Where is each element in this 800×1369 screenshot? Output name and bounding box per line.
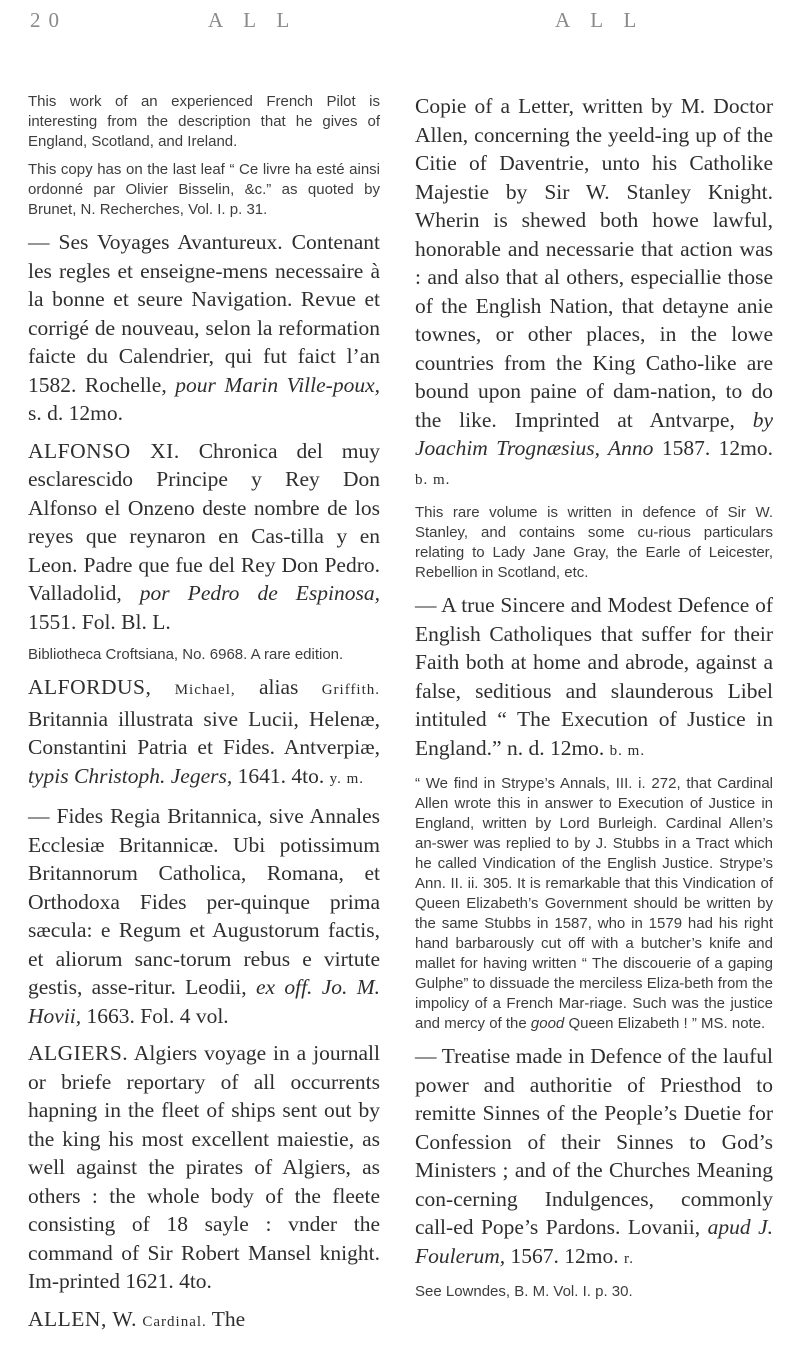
- entry-forename: Michael,: [174, 682, 236, 698]
- entry-text: The: [211, 1306, 246, 1331]
- note-copie: This rare volume is written in defence of Sir W. Stanley, and contains some cu-rious particulars relating to Lady Jane Gray, the Earle of Leicester, Rebellion in Scotland, etc.: [415, 504, 773, 581]
- entry-alfonso: [28, 437, 380, 637]
- entry-title-cardinal: Cardinal.: [142, 1313, 207, 1330]
- entry-heading: ALGIERS.: [28, 1041, 129, 1065]
- entry-true-sincere: [415, 591, 773, 765]
- note-italic: good: [530, 1015, 565, 1032]
- entry-text: Algiers voyage in a journall or briefe reportary of all occurrents hapning in the fleet of ships sent out by the king his most excellent maiestie, as well against the pirates of Algiers, as others : the whole body of the fleete consisting of 18 sayle : vnder the command of Sir Robert Mansel knight. Im-printed 1621. 4to.: [28, 1041, 380, 1293]
- entry-algiers: [28, 1039, 380, 1296]
- entry-ses-voyages: [28, 228, 380, 428]
- entry-imprint: pour Marin Ville-poux,: [175, 372, 380, 397]
- running-head-left-text: A L L: [208, 8, 298, 32]
- entry-mark: b. m.: [415, 471, 451, 488]
- right-column: [415, 92, 773, 1310]
- note-lowndes: See Lowndes, B. M. Vol. I. p. 30.: [415, 1283, 633, 1300]
- entry-imprint: by Joachim Trognæsius, Anno: [415, 407, 773, 460]
- running-head-right-text: A L L: [555, 8, 645, 32]
- entry-alias-name: Griffith.: [321, 682, 381, 698]
- entry-mark: r.: [624, 1250, 634, 1267]
- entry-text: — Treatise made in Defence of the lauful power and authoritie of Priesthod to remitte Sinnes of the People’s Duetie for Confession of their Sinnes to God’s Ministers ; and of the Churches Meaning con-cerning Indulgences, commonly call-ed Pope’s Pardons. Lovanii,: [415, 1044, 773, 1239]
- entry-heading: ALLEN, W.: [28, 1306, 138, 1331]
- entry-tail: 1641. 4to.: [237, 763, 325, 788]
- entry-mark: b. m.: [609, 742, 646, 759]
- page-number: 20: [30, 8, 67, 32]
- entry-imprint: ex off. Jo. M. Hovii,: [28, 975, 381, 1028]
- entry-alfordus: [28, 673, 380, 793]
- entry-tail: 1567. 12mo.: [510, 1243, 619, 1268]
- entry-text: Britannia illustrata sive Lucii, Helenæ, Constantini Patria et Fides. Antverpiæ,: [28, 706, 380, 759]
- entry-allen: [28, 1305, 380, 1337]
- entry-fides-regia: [28, 802, 380, 1030]
- entry-tail: 1551. Fol. Bl. L.: [28, 609, 171, 634]
- entry-copie-letter: [415, 92, 773, 494]
- entry-heading: ALFORDUS,: [28, 675, 152, 699]
- note-alfonso: Bibliotheca Croftsiana, No. 6968. A rare edition.: [28, 646, 344, 663]
- entry-imprint: typis Christoph. Jegers,: [28, 763, 233, 788]
- left-column: [28, 92, 380, 1345]
- entry-treatise: [415, 1042, 773, 1273]
- entry-tail: 1663. Fol. 4 vol.: [86, 1003, 229, 1028]
- entry-text: — A true Sincere and Modest Defence of English Catholiques that suffer for their Faith both at home and abrode, against a false, seditious and slaunderous Libel intituled “ The Execution of Justice in England.” n. d. 12mo.: [415, 593, 773, 760]
- entry-text: Copie of a Letter, written by M. Doctor Allen, concerning the yeeld-ing up of the Citie of Daventrie, unto his Catholike Majestie by Sir W. Stanley Knight. Wherin is shewed both howe lawful, honorable and necessarie that action was : and also that al others, especiallie those of the English Nation, that detayne anie townes, or other places, in the lowe countries from the King Catho-like are bound upon paine of dam-nation, to do the like. Imprinted at Antvarpe,: [415, 94, 773, 432]
- entry-text: Chronica del muy esclarescido Principe y Rey Don Alfonso el Onzeno deste nombre de los reyes que reynaron en Cas-tilla y en Leon. Padre que fue del Rey Don Pedro. Valladolid,: [28, 438, 381, 605]
- entry-imprint: por Pedro de Espinosa,: [139, 581, 380, 605]
- entry-mark: y. m.: [329, 770, 365, 787]
- entry-alias: alias: [258, 675, 299, 699]
- entry-heading: ALFONSO XI.: [28, 438, 180, 463]
- note-pilot: This work of an experienced French Pilot is interesting from the description that he gives of England, Scotland, and Ireland.: [28, 93, 380, 150]
- entry-tail: 1587. 12mo.: [661, 436, 774, 460]
- entry-text: — Ses Voyages Avantureux. Contenant les regles et enseigne-mens necessaire à la bonne et seure Navigation. Revue et corrigé de nouveau, selon la reformation faicte du Calendrier, qui fut faict l’an 1582. Rochelle,: [28, 230, 380, 397]
- entry-text: — Fides Regia Britannica, sive Annales Ecclesiæ Britannicæ. Ubi potissimum Britannorum Catholica, Romana, et Orthodoxa Fides per-quinque prima sæcula: e Regum et Augustorum factis, et aliorum sanc-torum rebus e virtute gestis, asse-ritur. Leodii,: [28, 804, 380, 999]
- note-tail: Queen Elizabeth ! ” MS. note.: [568, 1015, 766, 1032]
- note-text: “ We find in Strype’s Annals, III. i. 272, that Cardinal Allen wrote this in answer to Execution of Justice in England, written by Lord Burleigh. Cardinal Allen’s an-swer was replied to by J. Stubbs in a Tract which he called Vindication of the English Justice. Strype’s Ann. II. ii. 305. It is remarkable that this Vindication of Queen Elizabeth’s Government should be written by the same Stubbs in 1587, who in 1579 had his right hand barbarously cut off with a butcher’s knife and mallet for having written “ The discouerie of a gaping Gulphe” to dissuade the merciless Eliza-beth from the impolicy of a French Mar-riage. Such was the justice and mercy of the: [415, 775, 773, 1032]
- entry-imprint: apud J. Foulerum,: [415, 1215, 773, 1268]
- note-strype: [415, 774, 773, 1034]
- entry-tail: s. d. 12mo.: [28, 401, 123, 425]
- note-copy-last-leaf: This copy has on the last leaf “ Ce livre ha esté ainsi ordonné par Olivier Bisselin, &c.” as quoted by Brunet, N. Recherches, Vol. I. p. 31.: [28, 161, 380, 218]
